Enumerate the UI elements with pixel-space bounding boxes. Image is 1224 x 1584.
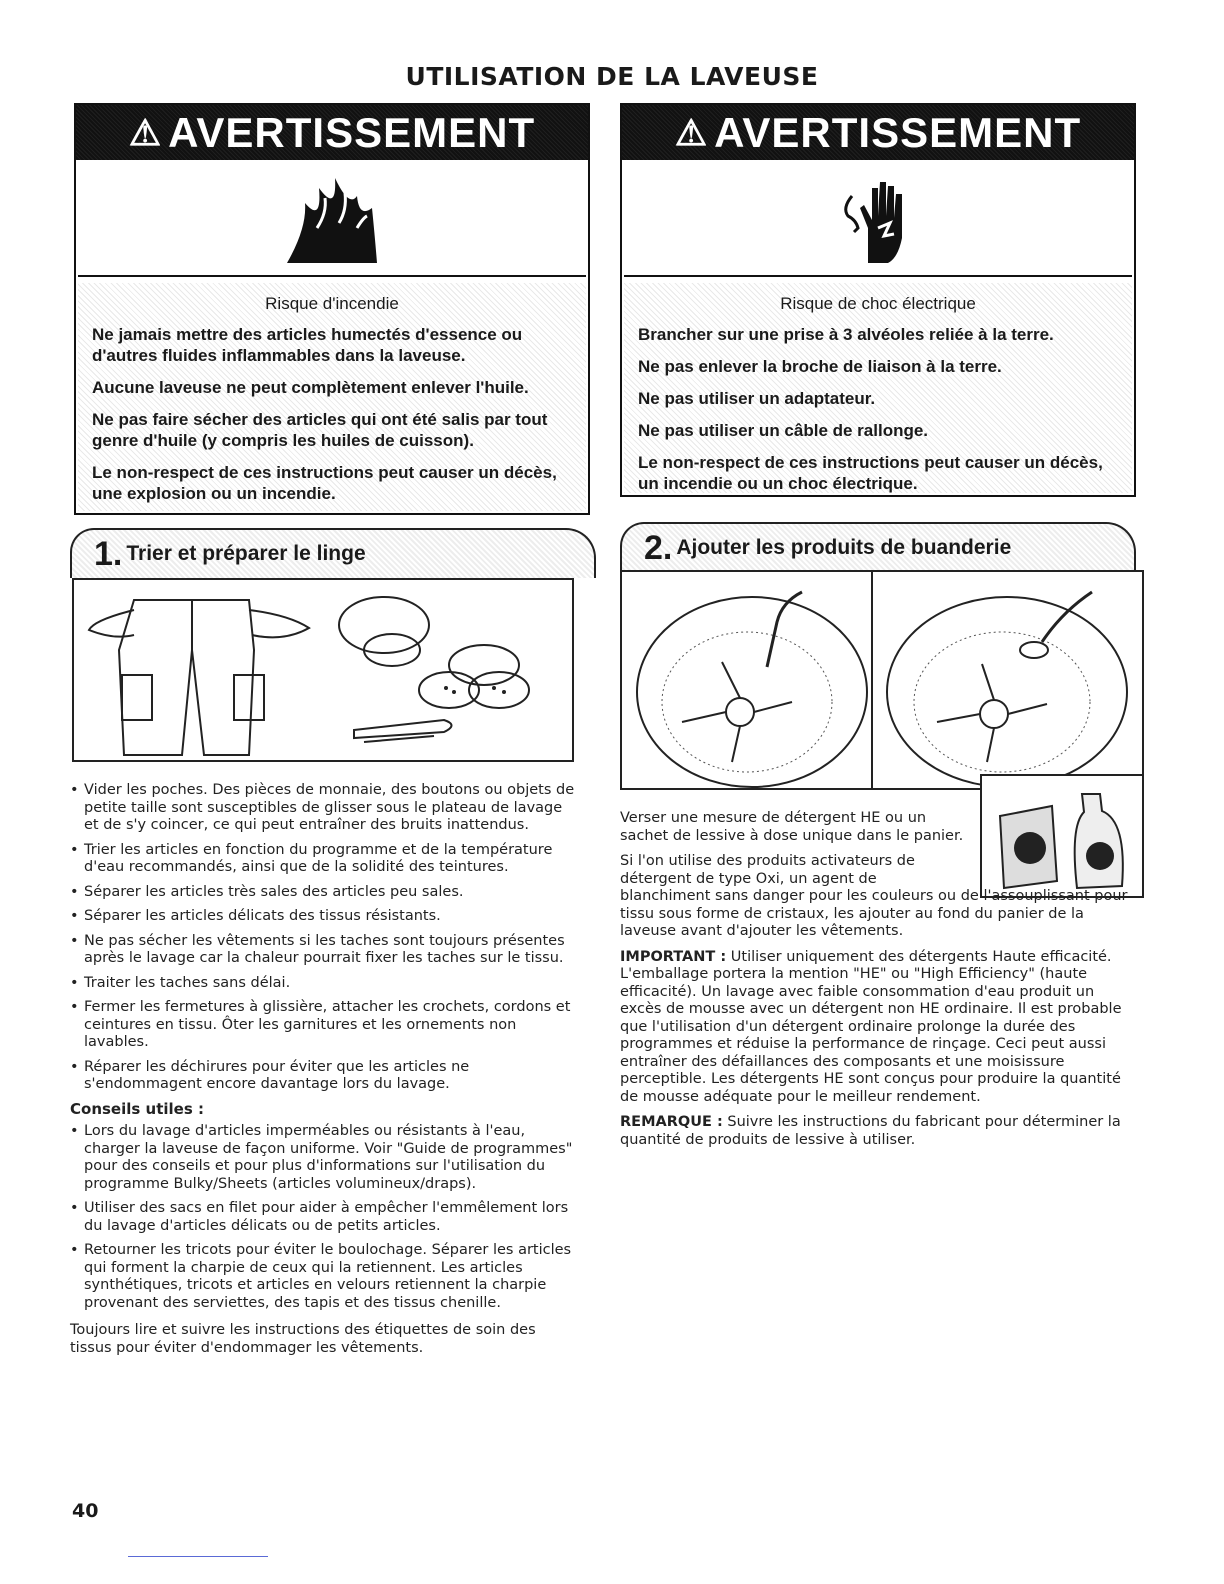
step-2-content <box>620 810 1132 1157</box>
important-paragraph <box>620 949 1132 1107</box>
list-item: • Traiter les taches sans délai. <box>70 975 580 993</box>
warning-line: Ne jamais mettre des articles humectés d'essence ou d'autres fluides inflammables dans la laveuse. <box>92 325 523 365</box>
washer-basket-icon <box>622 572 1142 788</box>
step-title: Ajouter les produits de buanderie <box>676 536 1012 559</box>
shock-pictogram <box>624 160 1132 277</box>
note-text: Suivre les instructions du fabricant pour déterminer la quantité de produits de lessive à utiliser. <box>620 1114 1121 1148</box>
page-number: 40 <box>72 1500 99 1522</box>
fire-warning-box <box>74 103 590 515</box>
fire-warning-text <box>78 283 586 511</box>
warning-line: Ne pas utiliser un adaptateur. <box>638 389 876 408</box>
additives-paragraph <box>620 853 1132 888</box>
warning-line: Aucune laveuse ne peut complètement enlever l'huile. <box>92 378 529 397</box>
list-item: • Trier les articles en fonction du programme et de la température d'eau recommandés, ainsi que de la solidité des teintures. <box>70 842 580 877</box>
warning-triangle-icon: ⚠ <box>128 111 163 153</box>
warning-triangle-icon: ⚠ <box>674 111 709 153</box>
warning-line: Ne pas enlever la broche de liaison à la terre. <box>638 357 1002 376</box>
sorting-list <box>70 782 580 1094</box>
fire-icon <box>277 168 387 268</box>
risk-title: Risque de choc électrique <box>780 294 976 313</box>
list-item: • Utiliser des sacs en filet pour aider à empêcher l'emmêlement lors du lavage d'articles délicats ou de petits articles. <box>70 1200 580 1235</box>
additives-text-end: blanchiment sans danger pour les couleurs ou de l'assouplissant pour tissu sous forme de cristaux, les ajouter au fond du panier de la laveuse avant d'ajouter les vêtements. <box>620 888 1128 939</box>
step-title: Trier et préparer le linge <box>126 542 366 565</box>
warning-header <box>622 105 1134 160</box>
note-paragraph <box>620 1114 1132 1149</box>
step-1-heading <box>70 528 596 578</box>
list-item: • Vider les poches. Des pièces de monnaie, des boutons ou objets de petite taille sont susceptibles de glisser sous le plateau de lavage et de s'y coincer, ce qui peut entraîner des bruits inattendus. <box>70 782 580 835</box>
detergent-paragraph: Verser une mesure de détergent HE ou un sachet de lessive à dose unique dans le panier. <box>620 810 964 844</box>
note-label: REMARQUE : <box>620 1114 723 1130</box>
list-item: • Ne pas sécher les vêtements si les taches sont toujours présentes après le lavage car la chaleur pourrait fixer les taches sur le tissu. <box>70 933 580 968</box>
add-detergent-illustration <box>620 570 1144 790</box>
warning-header-label: AVERTISSEMENT <box>714 108 1082 156</box>
step-2-heading <box>620 522 1136 572</box>
step-1-content <box>70 782 580 1357</box>
list-item: • Fermer les fermetures à glissière, attacher les crochets, cordons et ceintures en tissu. Ôter les garnitures et les ornements non lavables. <box>70 999 580 1052</box>
page-title: UTILISATION DE LA LAVEUSE <box>405 62 819 91</box>
warning-line: Le non-respect de ces instructions peut causer un décès, un incendie ou un choc électrique. <box>638 453 1103 493</box>
closing-note: Toujours lire et suivre les instructions des étiquettes de soin des tissus pour éviter d'endommager les vêtements. <box>70 1322 536 1356</box>
important-text: Utiliser uniquement des détergents Haute efficacité. L'emballage portera la mention "HE" ou "High Efficiency" (haute efficacité). Un lavage avec faible consommation d'eau produit un excès de mousse avec un détergent non HE ordinaire. Il est probable que l'utilisation d'un détergent ordinaire prolonge la durée des programmes et réduise la performance de rinçage. Ceci peut aussi entraîner des défaillances des composants et une moisissure perceptible. Les détergents HE sont conçus pour produire la quantité de mousse adéquate pour le meilleur rendement. <box>620 948 1122 1105</box>
tips-heading: Conseils utiles : <box>70 1099 204 1118</box>
electric-shock-hand-icon <box>838 168 918 268</box>
footer-divider <box>128 1556 268 1557</box>
risk-title: Risque d'incendie <box>265 294 399 313</box>
warning-header <box>76 105 588 160</box>
step-number: 2. <box>644 528 673 567</box>
tips-list <box>70 1123 580 1312</box>
list-item: • Lors du lavage d'articles imperméables ou résistants à l'eau, charger la laveuse de façon uniforme. Voir "Guide de programmes" pour des conseils et pour plus d'informations sur l'utilisation du programme Bulky/Sheets (articles volumineux/draps). <box>70 1123 580 1193</box>
step-number: 1. <box>94 534 123 573</box>
list-item: • Réparer les déchirures pour éviter que les articles ne s'endommagent encore davantage lors du lavage. <box>70 1059 580 1094</box>
sort-laundry-illustration <box>72 578 574 762</box>
warning-line: Ne pas faire sécher des articles qui ont été salis par tout genre d'huile (y compris les huiles de cuisson). <box>92 410 548 450</box>
warning-line: Brancher sur une prise à 3 alvéoles reliée à la terre. <box>638 325 1054 344</box>
additives-text-start: Si l'on utilise des produits activateurs de détergent de type Oxi, un agent de <box>620 853 915 887</box>
list-item: • Séparer les articles très sales des articles peu sales. <box>70 884 580 902</box>
shock-warning-box <box>620 103 1136 497</box>
fire-pictogram <box>78 160 586 277</box>
pants-coins-buttons-icon <box>74 580 572 760</box>
list-item: • Séparer les articles délicats des tissus résistants. <box>70 908 580 926</box>
warning-line: Ne pas utiliser un câble de rallonge. <box>638 421 929 440</box>
warning-line: Le non-respect de ces instructions peut causer un décès, une explosion ou un incendie. <box>92 463 557 503</box>
warning-header-label: AVERTISSEMENT <box>168 108 536 156</box>
important-label: IMPORTANT : <box>620 948 727 965</box>
list-item: • Retourner les tricots pour éviter le boulochage. Séparer les articles qui forment la charpie de ceux qui la retiennent. Les articles synthétiques, tricots et articles en velours retiennent la charpie provenant des serviettes, des tapis et des tissus chenille. <box>70 1242 580 1312</box>
shock-warning-text <box>624 283 1132 493</box>
